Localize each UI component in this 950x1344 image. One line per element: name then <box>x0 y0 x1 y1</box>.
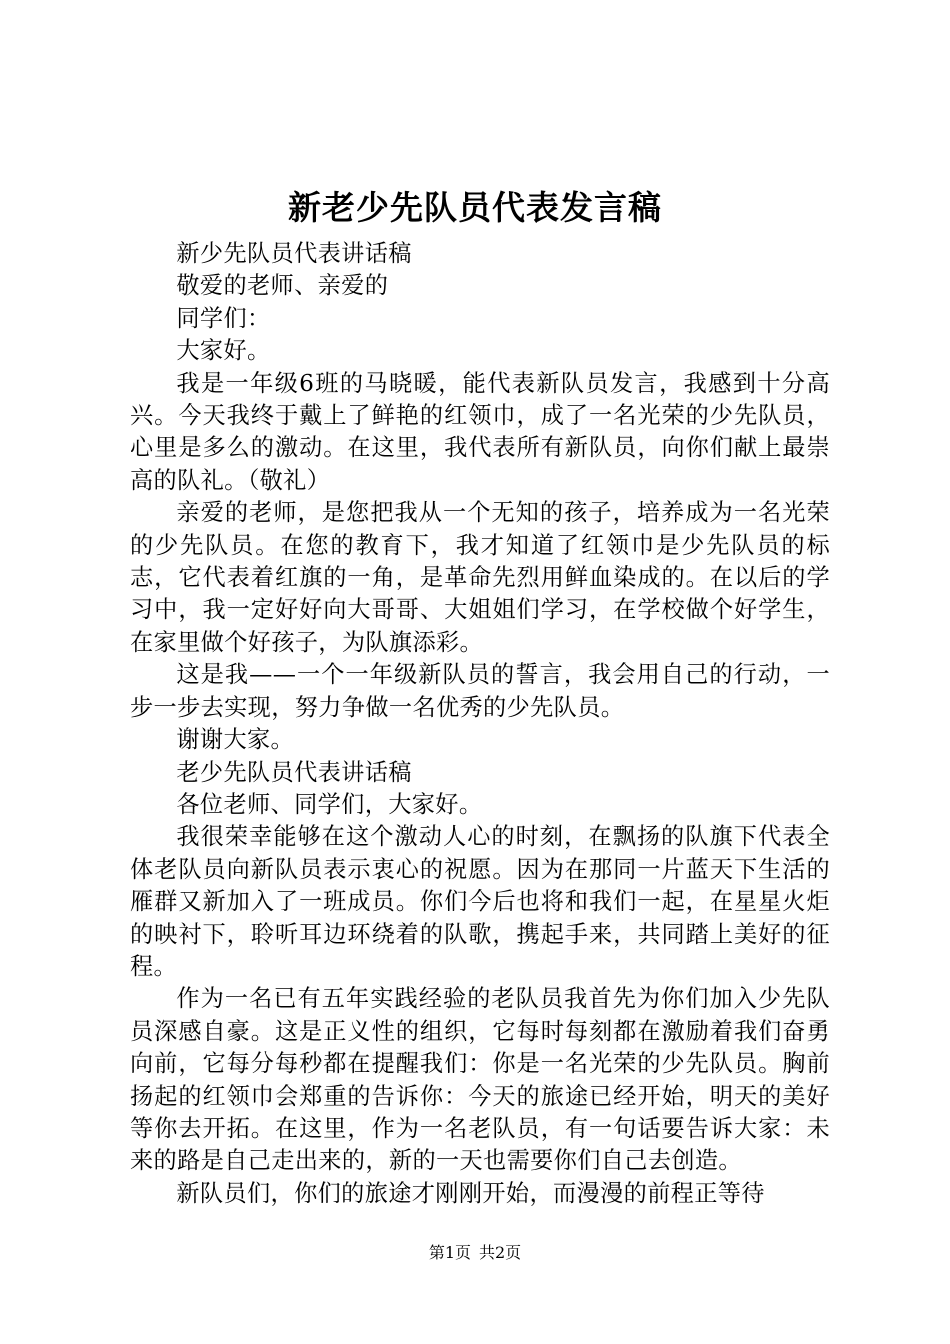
paragraph: 各位老师、同学们，大家好。 <box>176 790 483 818</box>
document-body <box>130 238 830 1210</box>
page-footer <box>0 1241 950 1265</box>
document-title: 新老少先队员代表发言稿 <box>288 188 662 227</box>
paragraph: 这是我——一个一年级新队员的誓言，我会用自己的行动，一步一步去实现，努力争做一名优秀的少先队员。 <box>130 661 830 721</box>
page-number: 第1页 <box>428 1243 471 1262</box>
paragraph: 谢谢大家。 <box>176 726 295 754</box>
paragraph: 同学们： <box>176 304 271 332</box>
paragraph: 我很荣幸能够在这个激动人心的时刻，在飘扬的队旗下代表全体老队员向新队员表示衷心的祝愿。因为在那同一片蓝天下生活的雁群又新加入了一班成员。你们今后也将和我们一起，在星星火炬的映衬下，聆听耳边环绕着的队歌，携起手来，共同踏上美好的征程。 <box>130 823 830 980</box>
paragraph: 老少先队员代表讲话稿 <box>176 758 412 786</box>
paragraph: 亲爱的老师，是您把我从一个无知的孩子，培养成为一名光荣的少先队员。在您的教育下，我才知道了红领巾是少先队员的标志，它代表着红旗的一角，是革命先烈用鲜血染成的。在以后的学习中，我一定好好向大哥哥、大姐姐们学习，在学校做个好学生，在家里做个好孩子，为队旗添彩。 <box>130 499 830 656</box>
paragraph: 敬爱的老师、亲爱的 <box>176 272 389 300</box>
paragraph: 新少先队员代表讲话稿 <box>176 240 412 267</box>
paragraph: 作为一名已有五年实践经验的老队员我首先为你们加入少先队员深感自豪。这是正义性的组织，它每时每刻都在激励着我们奋勇向前，它每分每秒都在提醒我们：你是一名光荣的少先队员。胸前扬起的红领巾会郑重的告诉你：今天的旅途已经开始，明天的美好等你去开拓。在这里，作为一名老队员，有一句话要告诉大家：未来的路是自己走出来的，新的一天也需要你们自己去创造。 <box>130 985 830 1175</box>
paragraph: 大家好。 <box>176 337 271 365</box>
paragraph: 我是一年级6班的马晓暖，能代表新队员发言，我感到十分高兴。今天我终于戴上了鲜艳的红领巾，成了一名光荣的少先队员，心里是多么的激动。在这里，我代表所有新队员，向你们献上最崇高的队礼。（敬礼） <box>130 369 830 494</box>
page-total: 共2页 <box>479 1243 522 1262</box>
paragraph: 新队员们，你们的旅途才刚刚开始，而漫漫的前程正等待 <box>176 1179 765 1207</box>
